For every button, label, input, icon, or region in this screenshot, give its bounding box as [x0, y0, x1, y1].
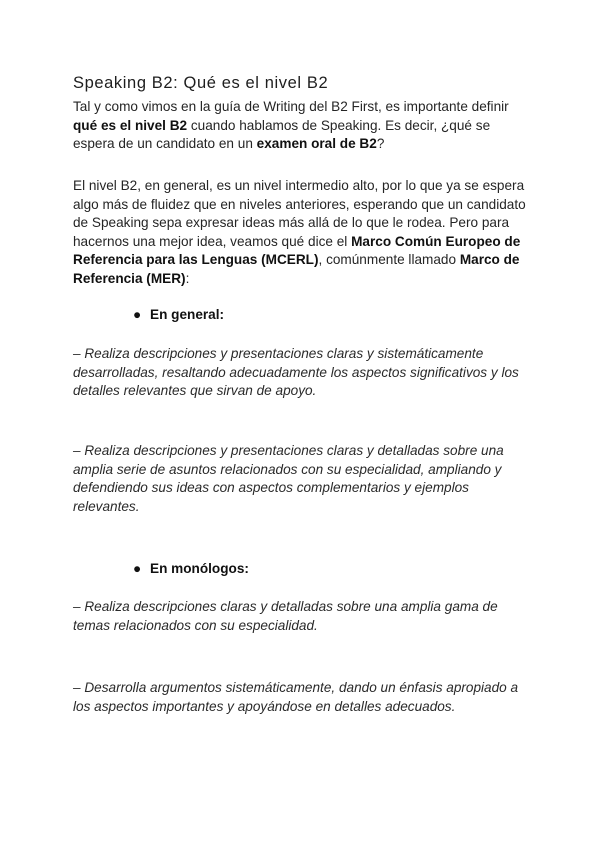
level-bold-2: Marco de Referencia (MER) — [73, 252, 520, 286]
section-heading-general — [133, 307, 224, 322]
level-text-1: El nivel B2, en general, es un nivel intermedio alto, por lo que ya se espera algo más de fluidez que en niveles anteriores, esperando que un candidato de Speaking sepa expresar ideas más allá de lo que le rodea. Pero para hacernos una mejor idea, veamos qué dice el — [73, 178, 526, 249]
intro-bold-2: examen oral de B2 — [256, 136, 377, 151]
section-heading-label: En general: — [150, 307, 225, 322]
intro-bold-1: qué es el nivel B2 — [73, 117, 188, 133]
level-bold-1: Marco Común Europeo de Referencia para las Lenguas (MCERL) — [73, 233, 521, 267]
level-text-3: : — [185, 270, 190, 286]
document-title: Speaking B2: Qué es el nivel B2 — [73, 74, 329, 92]
intro-text-1: Tal y como vimos en la guía de Writing del B2 First, es importante definir — [73, 99, 509, 114]
descriptor-item: – Realiza descripciones claras y detalladas sobre una amplia gama de temas relacionados con su especialidad. — [73, 599, 498, 633]
intro-paragraph — [73, 98, 533, 154]
descriptor-item: – Realiza descripciones y presentaciones claras y detalladas sobre una amplia serie de asuntos relacionados con su especialidad, ampliando y defendiendo sus ideas con aspectos complementarios y ejemplos relevantes. — [73, 443, 504, 514]
intro-text-3: ? — [376, 136, 385, 151]
level-paragraph — [73, 177, 533, 288]
level-text-2: , comúnmente llamado — [318, 252, 460, 267]
bullet-dot-icon: ● — [133, 561, 142, 576]
descriptor-item: – Desarrolla argumentos sistemáticamente, dando un énfasis apropiado a los aspectos importantes y apoyándose en detalles adecuados. — [73, 680, 519, 714]
descriptor-item: – Realiza descripciones y presentaciones claras y sistemáticamente desarrolladas, resaltando adecuadamente los aspectos significativos y los detalles relevantes que sirvan de apoyo. — [73, 346, 519, 399]
section-heading-label: En monólogos: — [150, 561, 249, 576]
intro-text-2: cuando hablamos de Speaking. Es decir, ¿qué se espera de un candidato en un — [73, 117, 491, 151]
section-heading-monologues — [133, 561, 249, 576]
bullet-dot-icon: ● — [133, 307, 142, 322]
